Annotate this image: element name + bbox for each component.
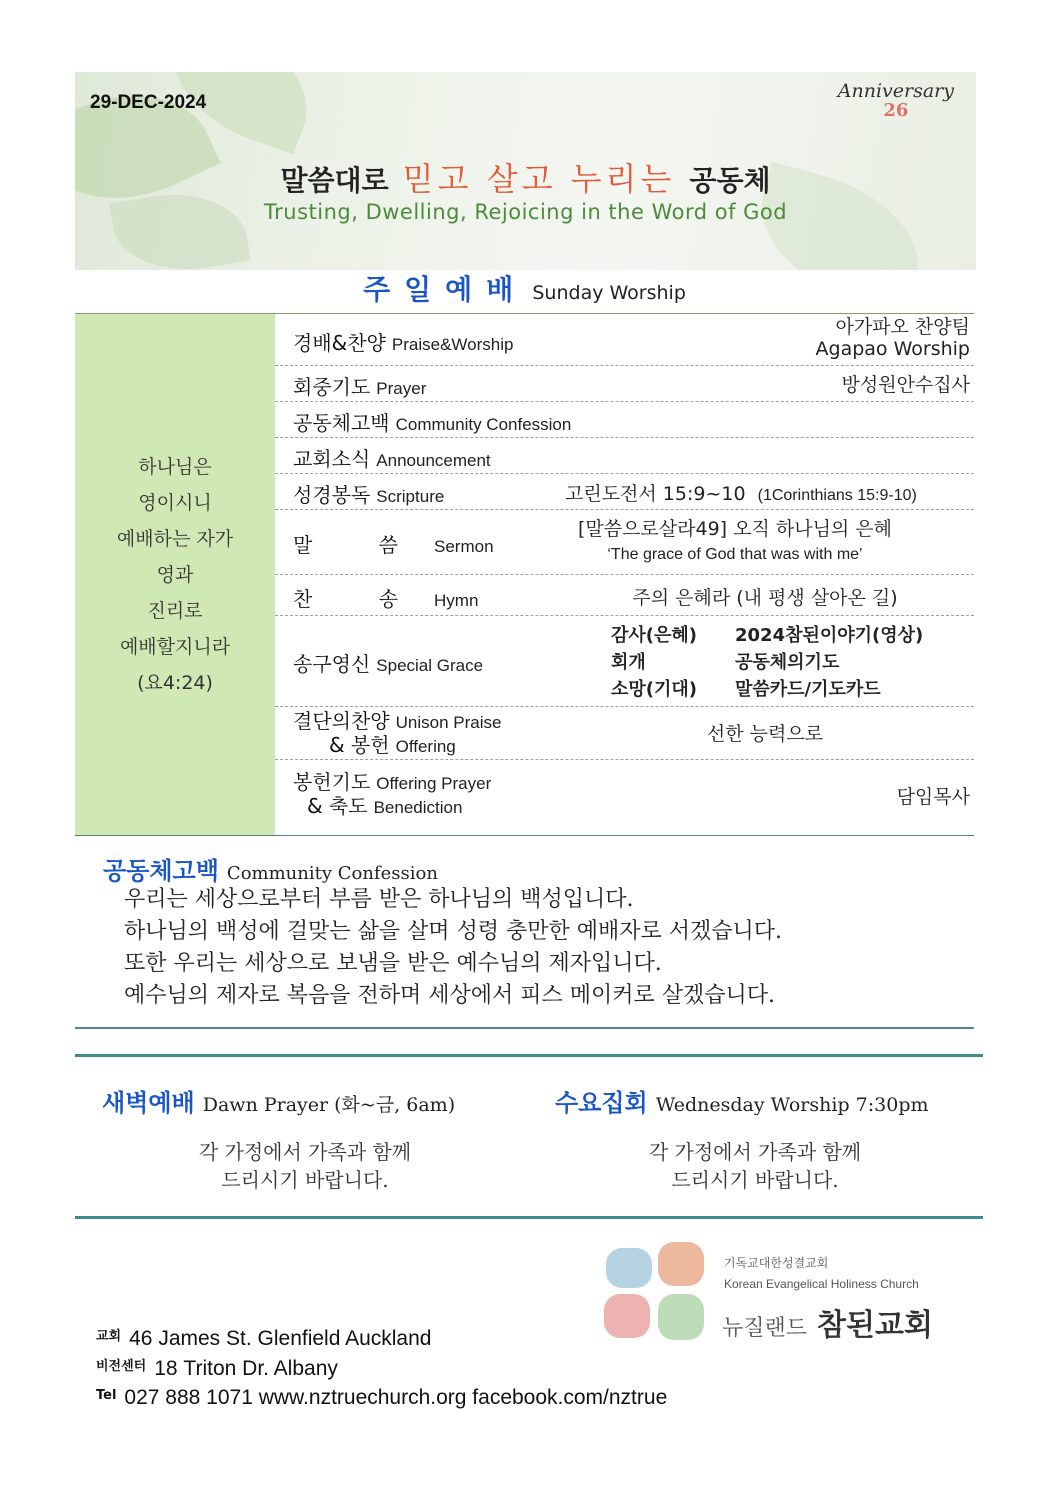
worship-title-ko: 주일예배 xyxy=(363,273,528,306)
row-label-ko: & 축도 xyxy=(307,794,368,818)
row-label xyxy=(293,648,483,677)
row-label-en: Scripture xyxy=(376,487,445,506)
row-label-ko: 결단의찬양 xyxy=(293,709,390,733)
bulletin-date: 29-DEC-2024 xyxy=(90,92,207,113)
worship-row-special-grace xyxy=(275,616,974,707)
wednesday-worship-note xyxy=(600,1138,910,1194)
row-label xyxy=(293,771,491,819)
worship-row-praise xyxy=(275,314,974,366)
dawn-prayer-en: Dawn Prayer (화~금, 6am) xyxy=(202,1094,456,1116)
verse-line: 예배할지니라 xyxy=(119,635,231,658)
worship-row-hymn xyxy=(275,575,974,616)
wednesday-worship-ko: 수요집회 xyxy=(555,1089,648,1117)
sermon-subtitle: ‘The grace of God that was with me’ xyxy=(607,546,863,563)
row-label xyxy=(293,583,478,612)
church-address-text: 46 James St. Glenfield Auckland xyxy=(129,1327,432,1350)
tel-tag: Tel xyxy=(96,1388,117,1403)
slogan-korean xyxy=(75,154,976,200)
church-name xyxy=(722,1300,933,1344)
church-name-main: 참된교회 xyxy=(817,1308,933,1343)
worship-row-sermon xyxy=(275,510,974,575)
anniversary-number: 26 xyxy=(883,100,909,121)
anniversary-mark xyxy=(838,80,954,121)
row-value: 주의 은혜라 (내 평생 살아온 길) xyxy=(632,587,898,609)
slogan-start: 말씀대로 xyxy=(280,164,389,197)
dawn-prayer-title xyxy=(102,1083,455,1118)
verse-line: 하나님은 xyxy=(138,455,212,478)
confession-line: 또한 우리는 세상으로 보냄을 받은 예수님의 제자입니다. xyxy=(124,951,662,976)
grace-item: 감사(은혜) xyxy=(611,625,698,646)
row-label xyxy=(293,479,444,508)
confession-title-en: Community Confession xyxy=(226,863,438,884)
note-line: 각 가정에서 가족과 함께 xyxy=(198,1140,412,1164)
slogan-english: Trusting, Dwelling, Rejoicing in the Word of God xyxy=(263,200,788,224)
confession-text xyxy=(124,884,782,1012)
confession-title-ko: 공동체고백 xyxy=(103,857,219,885)
row-label-ko: 봉헌기도 xyxy=(293,770,371,794)
leader-name: 아가파오 찬양팀 xyxy=(835,316,970,338)
row-value xyxy=(545,516,925,568)
row-label-ko: 회중기도 xyxy=(293,375,371,399)
grace-items-right xyxy=(735,622,923,703)
row-value: 담임목사 xyxy=(896,786,970,808)
scripture-en: (1Corinthians 15:9-10) xyxy=(757,487,917,504)
row-label-ko: 말 씀 xyxy=(293,533,428,557)
anniversary-label: Anniversary xyxy=(837,80,954,102)
row-label-ko: 경배&찬양 xyxy=(293,331,386,355)
row-label-ko: 교회소식 xyxy=(293,447,371,471)
row-label-en: Announcement xyxy=(376,451,491,470)
church-address xyxy=(96,1325,431,1351)
row-label-en: Offering Prayer xyxy=(376,774,492,793)
wednesday-worship-title xyxy=(555,1083,929,1118)
verse-line: 영과 xyxy=(156,563,194,586)
grace-item: 공동체의기도 xyxy=(735,652,840,673)
row-label-en: Special Grace xyxy=(376,656,484,675)
row-label xyxy=(293,407,571,436)
worship-title-en: Sunday Worship xyxy=(532,282,686,304)
verse-panel xyxy=(75,313,275,835)
confession-line: 우리는 세상으로부터 부름 받은 하나님의 백성입니다. xyxy=(124,887,634,912)
worship-row-announcement xyxy=(275,438,974,474)
slogan-end: 공동체 xyxy=(689,164,771,197)
row-label-en: Offering xyxy=(395,737,456,756)
worship-row-confession xyxy=(275,402,974,438)
dawn-prayer-ko: 새벽예배 xyxy=(102,1089,195,1117)
verse-line: 예배하는 자가 xyxy=(116,527,234,550)
row-label-ko: & 봉헌 xyxy=(329,733,390,757)
divider xyxy=(75,1216,983,1219)
row-label-en: Unison Praise xyxy=(395,713,502,732)
row-label xyxy=(293,529,494,558)
row-label-ko: 성경봉독 xyxy=(293,483,371,507)
verse-reference: (요4:24) xyxy=(137,671,213,694)
grace-items-left xyxy=(611,622,697,703)
vision-center-address xyxy=(96,1355,338,1381)
grace-item: 말씀카드/기도카드 xyxy=(735,679,881,700)
grace-item: 소망(기대) xyxy=(611,679,698,700)
worship-row-scripture xyxy=(275,474,974,510)
row-value xyxy=(816,316,970,360)
divider xyxy=(75,1027,974,1029)
grace-item: 2024참된이야기(영상) xyxy=(735,625,924,646)
sermon-title: [말씀으로살라49] 오직 하나님의 은혜 xyxy=(577,518,893,540)
denomination-ko: 기독교대한성결교회 xyxy=(724,1256,829,1270)
row-label xyxy=(293,327,513,356)
row-label xyxy=(293,443,491,472)
row-label-ko: 찬 송 xyxy=(293,587,428,611)
row-value xyxy=(565,479,917,506)
note-line: 드리시기 바랍니다. xyxy=(221,1168,389,1192)
order-of-worship xyxy=(275,313,974,831)
row-label-en: Sermon xyxy=(434,537,494,556)
header-banner xyxy=(75,72,976,270)
confession-title xyxy=(103,851,438,886)
vision-center-text: 18 Triton Dr. Albany xyxy=(154,1357,338,1380)
worship-row-prayer xyxy=(275,366,974,402)
table-bottom-border xyxy=(75,835,974,836)
worship-row-benediction xyxy=(275,760,974,831)
confession-line: 하나님의 백성에 걸맞는 삶을 살며 성령 충만한 예배자로 서겠습니다. xyxy=(124,919,782,944)
grace-item: 회개 xyxy=(611,652,646,673)
row-label xyxy=(293,710,501,758)
row-label-en: Community Confession xyxy=(395,415,572,434)
row-value: 선한 능력으로 xyxy=(706,723,824,745)
row-label-en: Praise&Worship xyxy=(391,335,514,354)
row-label-ko: 송구영신 xyxy=(293,652,371,676)
worship-row-offering xyxy=(275,707,974,760)
row-label-en: Hymn xyxy=(434,591,479,610)
church-region: 뉴질랜드 xyxy=(722,1316,808,1341)
verse-line: 영이시니 xyxy=(138,491,212,514)
note-line: 각 가정에서 가족과 함께 xyxy=(648,1140,862,1164)
verse-line: 진리로 xyxy=(147,599,203,622)
confession-line: 예수님의 제자로 복음을 전하며 세상에서 피스 메이커로 살겠습니다. xyxy=(124,983,776,1008)
note-line: 드리시기 바랍니다. xyxy=(671,1168,839,1192)
leader-name-en: Agapao Worship xyxy=(815,338,970,360)
dawn-prayer-note xyxy=(150,1138,460,1194)
worship-section-title xyxy=(0,268,1049,308)
row-label-en: Prayer xyxy=(376,379,427,398)
denomination-en: Korean Evangelical Holiness Church xyxy=(724,1277,919,1291)
wednesday-worship-en: Wednesday Worship 7:30pm xyxy=(655,1094,929,1116)
contact-text: 027 888 1071 www.nztruechurch.org facebook.com/nztrue xyxy=(124,1386,668,1409)
row-label-ko: 공동체고백 xyxy=(293,411,390,435)
row-value: 방성원안수집사 xyxy=(841,374,970,396)
vision-center-tag: 비전센터 xyxy=(96,1359,147,1374)
row-label xyxy=(293,371,426,400)
church-address-tag: 교회 xyxy=(96,1329,122,1344)
slogan-highlight: 믿고 살고 누리는 xyxy=(402,160,676,198)
church-cross-logo-icon xyxy=(604,1242,708,1342)
scripture-ko: 고린도전서 15:9~10 xyxy=(565,483,746,505)
row-label-en: Benediction xyxy=(373,798,463,817)
contact-line xyxy=(96,1386,667,1410)
divider xyxy=(75,1054,983,1057)
